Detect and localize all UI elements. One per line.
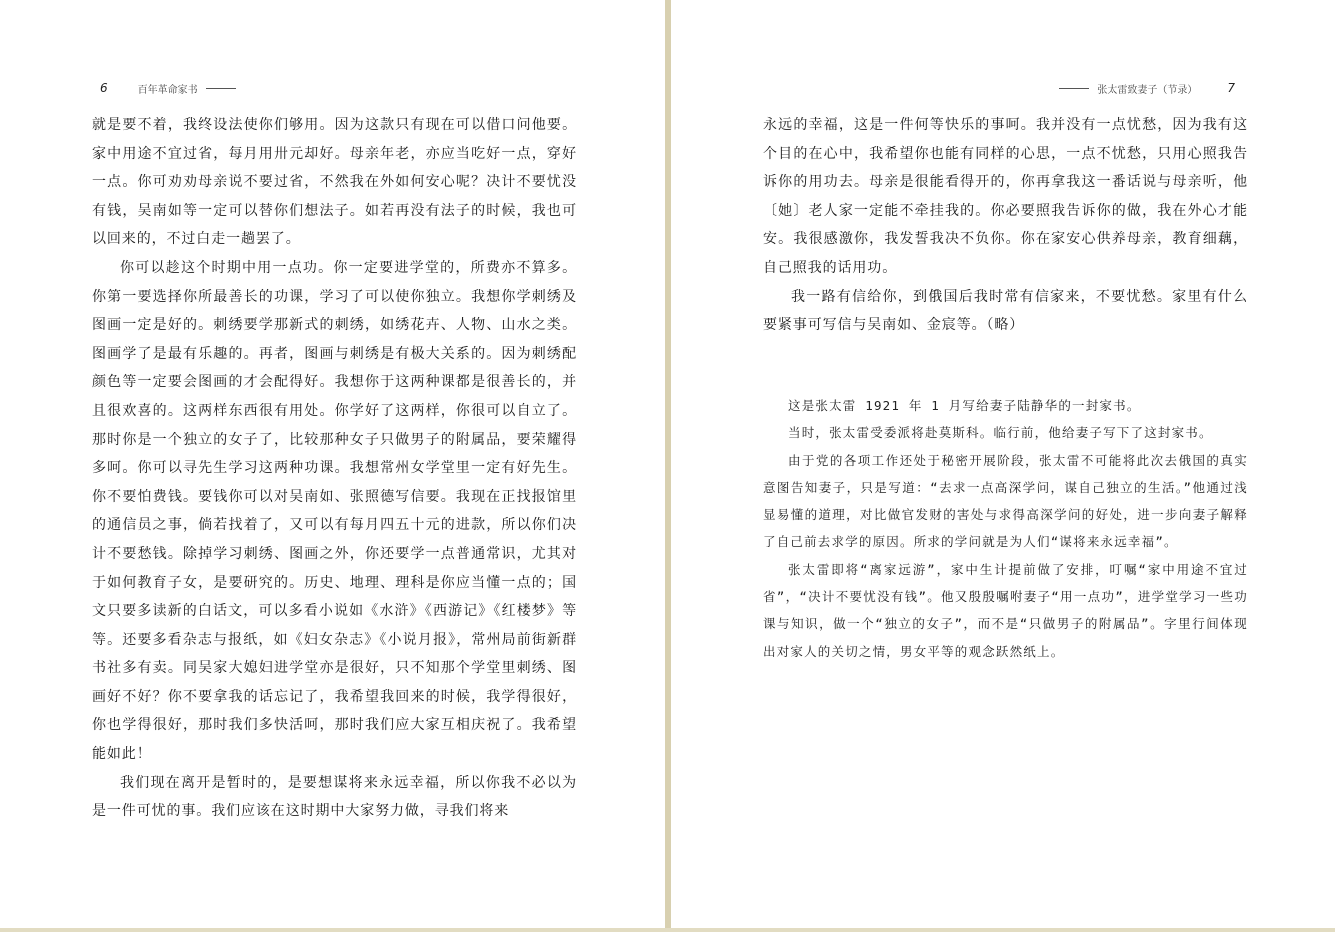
commentary-paragraph: 张太雷即将“离家远游”，家中生计提前做了安排，叮嘱“家中用途不宜过省”，“决计不要忧没有钱”。他又殷殷嘱咐妻子“用一点功”，进学堂学习一些功课与知识，做一个“独立的女子”，而不是“只做男子的附属品”。字里行间体现出对家人的关切之情，男女平等的观念跃然纸上。 — [763, 561, 1248, 659]
left-header-rule — [206, 88, 236, 89]
commentary-paragraph: 这是张太雷 1921 年 1 月写给妻子陆静华的一封家书。 — [788, 398, 1141, 413]
left-page — [0, 0, 665, 928]
right-page-number: 7 — [1227, 81, 1235, 95]
right-running-header — [1059, 80, 1235, 96]
commentary-paragraph: 由于党的各项工作还处于秘密开展阶段，张太雷不可能将此次去俄国的真实意图告知妻子，只是写道：“去求一点高深学问，谋自己独立的生活。”他通过浅显易懂的道理，对比做官发财的害处与求得高深学问的好处，进一步向妻子解释了自己前去求学的原因。所求的学问就是为人们“谋将来永远幸福”。 — [763, 452, 1248, 550]
right-letter-body — [763, 111, 1248, 340]
letter-paragraph: 就是要不着，我终设法使你们够用。因为这款只有现在可以借口问他要。家中用途不宜过省，每月用卅元却好。母亲年老，亦应当吃好一点，穿好一点。你可劝劝母亲说不要过省，不然我在外如何安心呢？决计不要忧没有钱，吴南如等一定可以替你们想法子。如若再没有法子的时候，我也可以回来的，不过白走一趟罢了。 — [92, 117, 577, 248]
left-page-number: 6 — [100, 81, 108, 95]
letter-paragraph: 我一路有信给你，到俄国后我时常有信家来，不要忧愁。家里有什么要紧事可写信与吴南如、金宸等。（略） — [763, 288, 1248, 334]
left-running-head-title: 百年革命家书 — [137, 84, 198, 96]
letter-paragraph: 我们现在离开是暂时的，是要想谋将来永远幸福，所以你我不必以为是一件可忧的事。我们应该在这时期中大家努力做，寻我们将来 — [92, 774, 577, 820]
page-bottom-edge — [0, 928, 1335, 932]
right-page — [671, 0, 1335, 928]
editor-commentary — [763, 392, 1248, 665]
right-running-head-title: 张太雷致妻子（节录） — [1097, 84, 1198, 96]
letter-paragraph: 你可以趁这个时期中用一点功。你一定要进学堂的，所费亦不算多。你第一要选择你所最善长的功课，学习了可以使你独立。我想你学刺绣及图画一定是好的。刺绣要学那新式的刺绣，如绣花卉、人物、山水之类。图画学了是最有乐趣的。再者，图画与刺绣是有极大关系的。因为刺绣配颜色等一定要会图画的才会配得好。我想你于这两种课都是很善长的，并且很欢喜的。这两样东西很有用处。你学好了这两样，你很可以自立了。那时你是一个独立的女子了，比较那种女子只做男子的附属品，要荣耀得多呵。你可以寻先生学习这两种功课。我想常州女学堂里一定有好先生。你不要怕费钱。要钱你可以对吴南如、张照德写信要。我现在正找报馆里的通信员之事，倘若找着了，又可以有每月四五十元的进款，所以你们决计不要愁钱。除掉学习刺绣、图画之外，你还要学一点普通常识，尤其对于如何教育子女，是要研究的。历史、地理、理科是你应当懂一点的；国文只要多读新的白话文，可以多看小说如《水浒》《西游记》《红楼梦》等等。还要多看杂志与报纸，如《妇女杂志》《小说月报》，常州局前街新群书社多有卖。同吴家大媳妇进学堂亦是很好，只不知那个学堂里刺绣、图画好不好？你不要拿我的话忘记了，我希望我回来的时候，我学得很好，你也学得很好，那时我们多快活呵，那时我们应大家互相庆祝了。我希望能如此！ — [92, 259, 577, 763]
left-running-header — [100, 80, 236, 96]
letter-paragraph: 永远的幸福，这是一件何等快乐的事呵。我并没有一点忧愁，因为我有这个目的在心中，我希望你也能有同样的心思，一点不忧愁，只用心照我告诉你的用功去。母亲是很能看得开的，你再拿我这一番话说与母亲听，他〔她〕老人家一定能不牵挂我的。你必要照我告诉你的做，我在外心才能安。我很感激你，我发誓我决不负你。你在家安心供养母亲，教育细藕，自己照我的话用功。 — [763, 117, 1248, 276]
commentary-paragraph: 当时，张太雷受委派将赴莫斯科。临行前，他给妻子写下了这封家书。 — [788, 425, 1213, 441]
right-header-rule — [1059, 88, 1089, 89]
left-letter-body — [92, 111, 577, 826]
